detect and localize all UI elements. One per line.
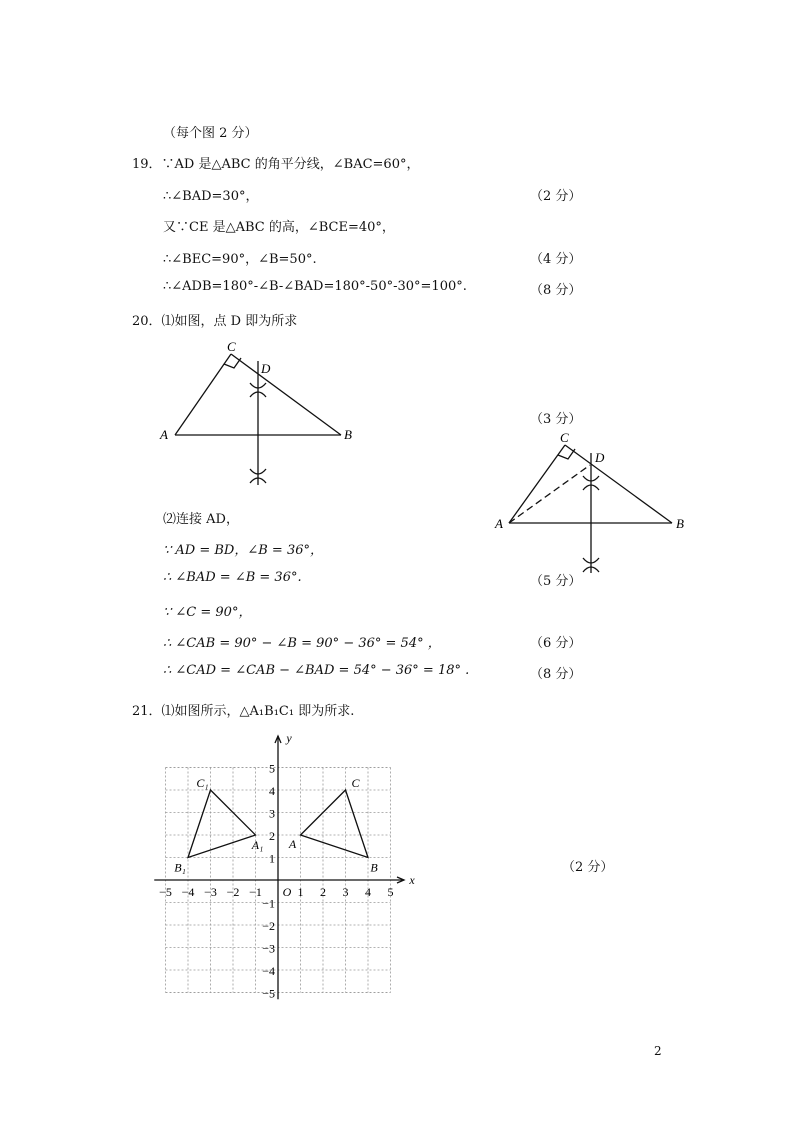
y-axis-label: y (286, 731, 292, 745)
y-tick-label: −1 (262, 896, 275, 911)
x-tick-label: −3 (204, 885, 217, 899)
q19-line-1: 19．∵AD 是△ABC 的角平分线，∠BAC=60°， (132, 157, 420, 172)
y-tick-label: −4 (262, 964, 275, 978)
y-tick-label: −2 (262, 919, 275, 933)
score-19-3: （8 分） (530, 283, 582, 298)
origin-label: O (282, 885, 292, 899)
x-tick-label: −5 (159, 885, 172, 899)
segment-ad-dashed (509, 465, 590, 523)
score-19-1: （2 分） (530, 189, 582, 204)
x-tick-label: 5 (387, 885, 394, 899)
segment-cb (565, 445, 672, 523)
label-a: A (288, 837, 297, 851)
segment-ac (175, 354, 231, 435)
x-tick-label: −1 (249, 885, 262, 899)
x-axis-label: x (409, 873, 415, 887)
triangle-a1b1c1 (188, 790, 256, 858)
y-tick-label: −5 (262, 986, 275, 1001)
label-d: D (261, 361, 271, 376)
q19-line-4: ∴∠BEC=90°，∠B=50°. (163, 252, 317, 267)
q20-line-2: ⑵连接 AD， (163, 512, 239, 527)
score-20-3: （6 分） (530, 636, 582, 651)
score-19-2: （4 分） (530, 252, 582, 267)
q21-line-1: 21．⑴如图所示，△A₁B₁C₁ 即为所求. (132, 704, 355, 719)
label-a1: A₁ (251, 838, 264, 852)
label-b: B (344, 427, 352, 442)
q19-line-2: ∴∠BAD=30°， (163, 189, 259, 204)
score-20-2: （5 分） (530, 574, 582, 589)
label-a: A (160, 427, 168, 442)
label-c: C (227, 339, 236, 354)
label-c1: C₁ (196, 776, 209, 790)
triangle-abc (301, 790, 369, 858)
y-tick-label: 1 (269, 851, 275, 866)
coordinate-grid-figure (152, 728, 432, 1001)
x-tick-label: −4 (181, 885, 195, 899)
q20-line-1: 20．⑴如图，点 D 即为所求 (132, 314, 298, 329)
x-tick-label: 2 (320, 885, 326, 899)
score-20-4: （8 分） (530, 667, 582, 682)
q20-line-5: ∵ ∠C = 90°， (163, 605, 252, 620)
q20-line-6: ∴ ∠CAB = 90° − ∠B = 90° − 36° = 54° ， (163, 636, 441, 651)
label-c: C (560, 430, 569, 445)
score-21-1: （2 分） (562, 860, 614, 875)
page-number: 2 (654, 1044, 662, 1058)
label-c: C (351, 776, 360, 790)
note-line: （每个图 2 分） (163, 126, 258, 141)
q20-line-7: ∴ ∠CAD = ∠CAB − ∠BAD = 54° − 36° = 18° . (163, 663, 470, 678)
figure-perpendicular-bisector (155, 335, 395, 495)
figure-connected-ad (492, 428, 712, 588)
label-a: A (495, 516, 503, 531)
q19-line-5: ∴∠ADB=180°-∠B-∠BAD=180°-50°-30°=100°. (163, 279, 467, 294)
x-tick-label: 3 (342, 885, 349, 899)
q20-line-3: ∵ AD = BD，∠B = 36°， (163, 543, 323, 558)
label-b: B (370, 860, 378, 875)
label-b1: B₁ (174, 860, 186, 875)
x-tick-label: −2 (226, 885, 240, 899)
y-tick-label: 4 (269, 784, 275, 798)
q20-line-4: ∴ ∠BAD = ∠B = 36°. (163, 570, 302, 585)
x-tick-label: 1 (297, 885, 304, 899)
y-tick-label: 2 (269, 829, 275, 843)
label-b: B (676, 516, 684, 531)
label-d: D (595, 450, 605, 465)
y-tick-label: 3 (269, 806, 275, 821)
y-tick-label: −3 (262, 941, 275, 956)
segment-cb (231, 354, 341, 435)
score-20-1: （3 分） (530, 412, 582, 427)
x-tick-label: 4 (365, 885, 371, 899)
segment-ac (509, 445, 565, 523)
y-tick-label: 5 (269, 761, 275, 776)
q19-line-3: 又∵CE 是△ABC 的高，∠BCE=40°， (163, 220, 395, 235)
